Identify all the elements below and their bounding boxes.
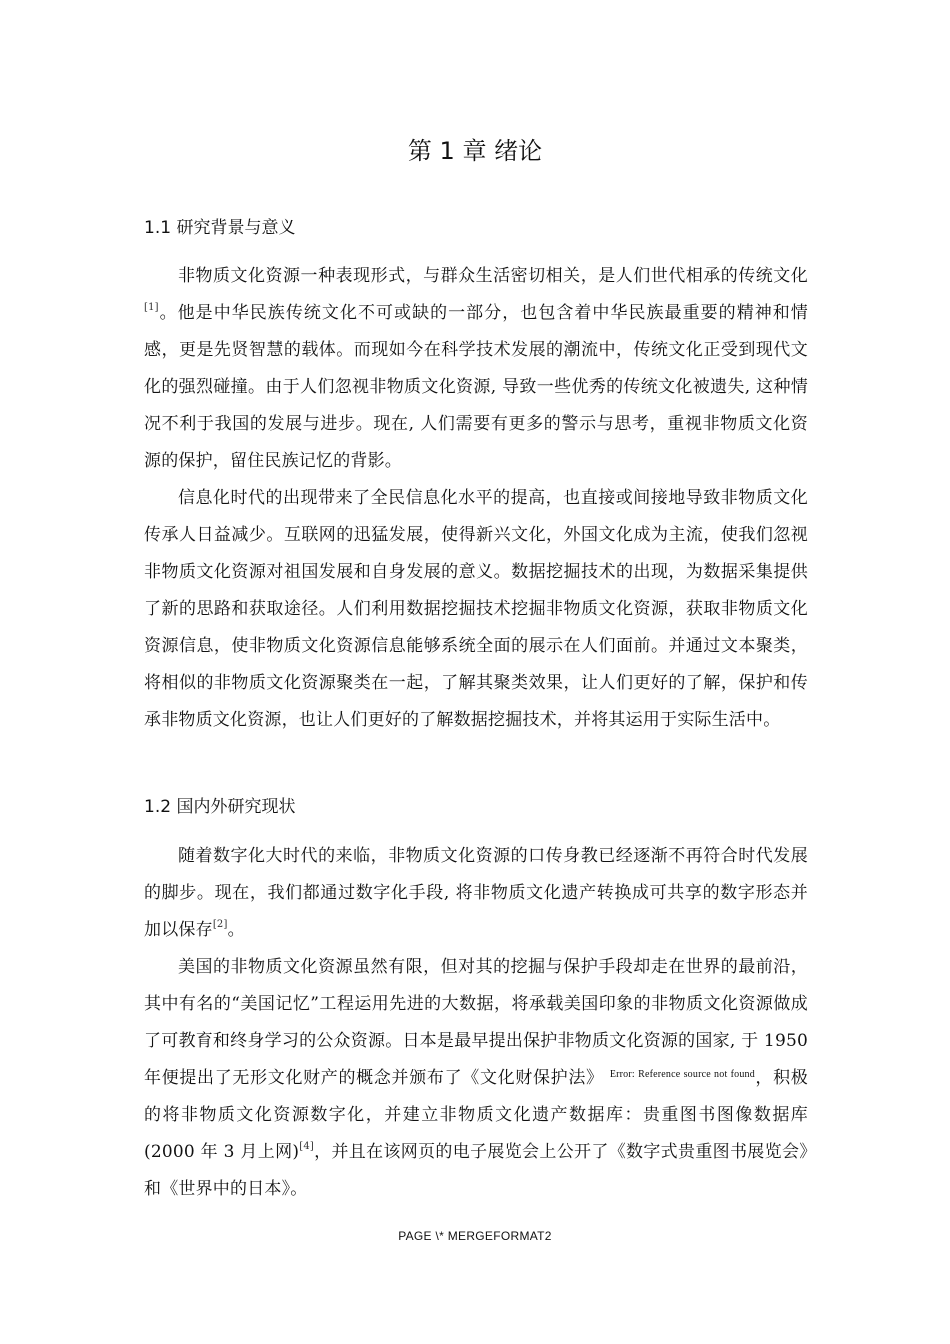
citation-ref: [2] bbox=[212, 919, 228, 930]
page-footer-field: PAGE \* MERGEFORMAT2 bbox=[398, 1229, 552, 1243]
paragraph-text: 非物质文化资源一种表现形式，与群众生活密切相关，是人们世代相承的传统文化 bbox=[178, 266, 808, 286]
citation-ref: [4] bbox=[299, 1141, 315, 1152]
paragraph-text: ，并且在该网页的电子展览会上公开了《数字式贵重图书展览会》和《世界中的日本》。 bbox=[144, 1142, 808, 1199]
paragraph-text: 。 bbox=[227, 920, 245, 940]
section-1-2-body bbox=[144, 838, 808, 1208]
section-heading-1-2: 1.2 国内外研究现状 bbox=[144, 797, 296, 817]
citation-ref: [1] bbox=[144, 302, 159, 313]
paragraph bbox=[144, 949, 808, 1208]
section-1-1-body bbox=[144, 258, 808, 739]
paragraph-text: 美国的非物质文化资源虽然有限，但对其的挖掘与保护手段却走在世界的最前沿，其中有名的“美国记忆”工程运用先进的大数据，将承载美国印象的非物质文化资源做成了可教育和终身学习的公众资源。日本是最早提出保护非物质文化资源的国家, 于 1950 年便提出了无形文化财产的概念并颁布了《文化财保护法》 bbox=[144, 957, 808, 1088]
paragraph bbox=[144, 838, 808, 949]
paragraph-text: 。他是中华民族传统文化不可或缺的一部分，也包含着中华民族最重要的精神和情感，更是先贤智慧的载体。而现如今在科学技术发展的潮流中，传统文化正受到现代文化的强烈碰撞。由于人们忽视非物质文化资源, 导致一些优秀的传统文化被遗失, 这种情况不利于我国的发展与进步。现在, 人们需要有更多的警示与思考，重视非物质文化资源的保护，留住民族记忆的背影。 bbox=[144, 303, 808, 471]
section-heading-1-1: 1.1 研究背景与意义 bbox=[144, 218, 296, 238]
chapter-title: 第 1 章 绪论 bbox=[407, 137, 543, 165]
paragraph-text: 随着数字化大时代的来临，非物质文化资源的口传身教已经逐渐不再符合时代发展的脚步。现在，我们都通过数字化手段, 将非物质文化遗产转换成可共享的数字形态并加以保存 bbox=[144, 846, 808, 940]
paragraph-text: ，积极的将非物质文化资源数字化，并建立非物质文化遗产数据库：贵重图书图像数据库 (2000 年 3 月上网) bbox=[144, 1068, 808, 1162]
paragraph bbox=[144, 258, 808, 480]
paragraph: 信息化时代的出现带来了全民信息化水平的提高，也直接或间接地导致非物质文化传承人日益减少。互联网的迅猛发展，使得新兴文化，外国文化成为主流，使我们忽视非物质文化资源对祖国发展和自身发展的意义。数据挖掘技术的出现，为数据采集提供了新的思路和获取途径。人们利用数据挖掘技术挖掘非物质文化资源，获取非物质文化资源信息，使非物质文化资源信息能够系统全面的展示在人们面前。并通过文本聚类，将相似的非物质文化资源聚类在一起，了解其聚类效果，让人们更好的了解，保护和传承非物质文化资源，也让人们更好的了解数据挖掘技术，并将其运用于实际生活中。 bbox=[144, 488, 808, 730]
reference-error-text: Error: Reference source not found bbox=[609, 1069, 755, 1080]
